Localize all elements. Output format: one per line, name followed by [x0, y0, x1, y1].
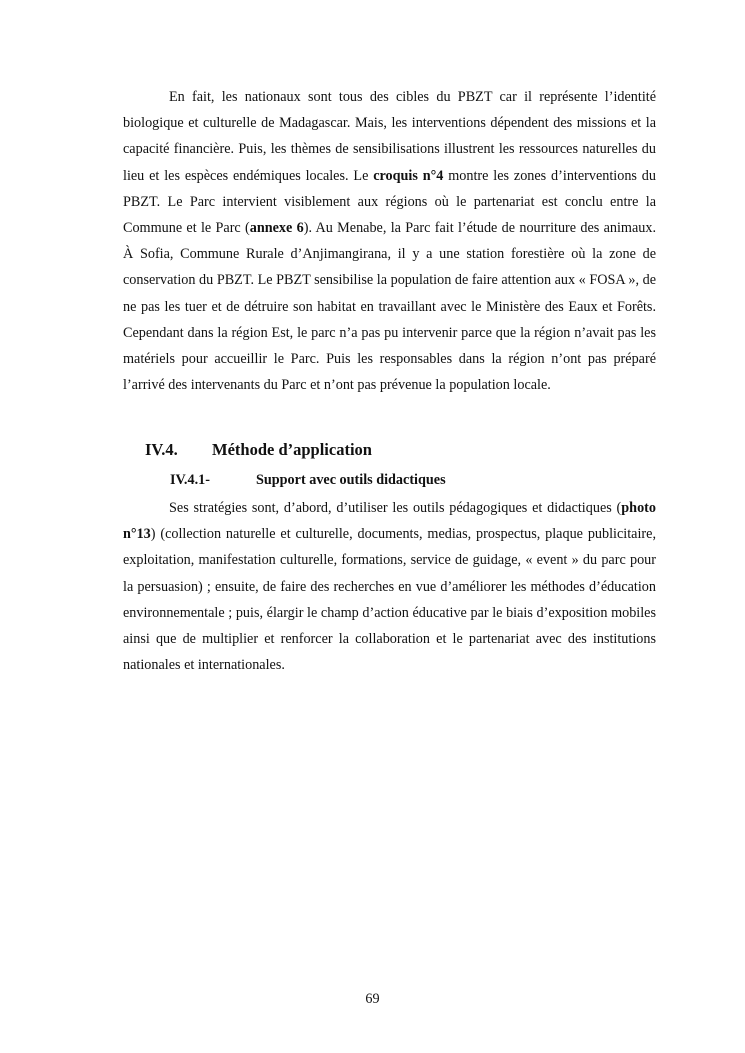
paragraph-text: montre les zones d’interventions du PBZT. Le Parc intervient visiblement aux régions où le partenariat est conclu entre la Commune et le Parc (	[123, 167, 656, 237]
subsection-heading-iv41	[170, 472, 446, 489]
croquis-reference: croquis n°4	[373, 167, 444, 184]
page-number: 69	[365, 991, 380, 1007]
section-heading-iv4	[145, 440, 372, 460]
subsection-number: IV.4.1-	[170, 472, 210, 488]
section-number: IV.4.	[145, 440, 178, 459]
section-title: Méthode d’application	[212, 440, 372, 459]
subsection-title: Support avec outils didactiques	[256, 472, 446, 488]
paragraph-text: ). Au Menabe, la Parc fait l’étude de nourriture des animaux. À Sofia, Commune Rurale d’Anjimangirana, il y a une station forestière où la zone de conservation du PBZT. Le PBZT sensibilise la population de faire attention aux « FOSA », de ne pas les tuer et de détruire son habitat en travaillant avec le Ministère des Eaux et Forêts. Cependant dans la région Est, le parc n’a pas pu intervenir parce que la région n’avait pas les matériels pour accueillir le Parc. Puis les responsables dans la région n’ont pas préparé l’arrivé des intervenants du Parc et n’ont pas prévenue la population locale.	[123, 220, 657, 394]
paragraph-national-targets	[123, 84, 656, 398]
photo-reference: photo n°13	[123, 500, 656, 543]
paragraph-text: En fait, les nationaux sont tous des cibles du PBZT car il représente l’identité biologique et culturelle de Madagascar. Mais, les interventions dépendent des missions et la capacité financière. Puis, les thèmes de sensibilisations illustrent les ressources naturelles du lieu et les espèces endémiques locales. Le	[123, 89, 656, 184]
paragraph-text: Ses stratégies sont, d’abord, d’utiliser les outils pédagogiques et didactiques (	[169, 500, 622, 516]
annexe-reference: annexe 6	[249, 220, 304, 237]
paragraph-strategies	[123, 495, 656, 678]
paragraph-text: ) (collection naturelle et culturelle, documents, medias, prospectus, plaque publicitaire, exploitation, manifestation culturelle, formations, service de guidage, « event » du parc pour la persuasion) ; ensuite, de faire des recherches en vue d’améliorer les méthodes d’éducation environnementale ; puis, élargir le champ d’action éducative par le biais d’exposition mobiles ainsi que de multiplier et renforcer la collaboration et le partenariat avec des institutions nationales et internationales.	[123, 526, 656, 674]
